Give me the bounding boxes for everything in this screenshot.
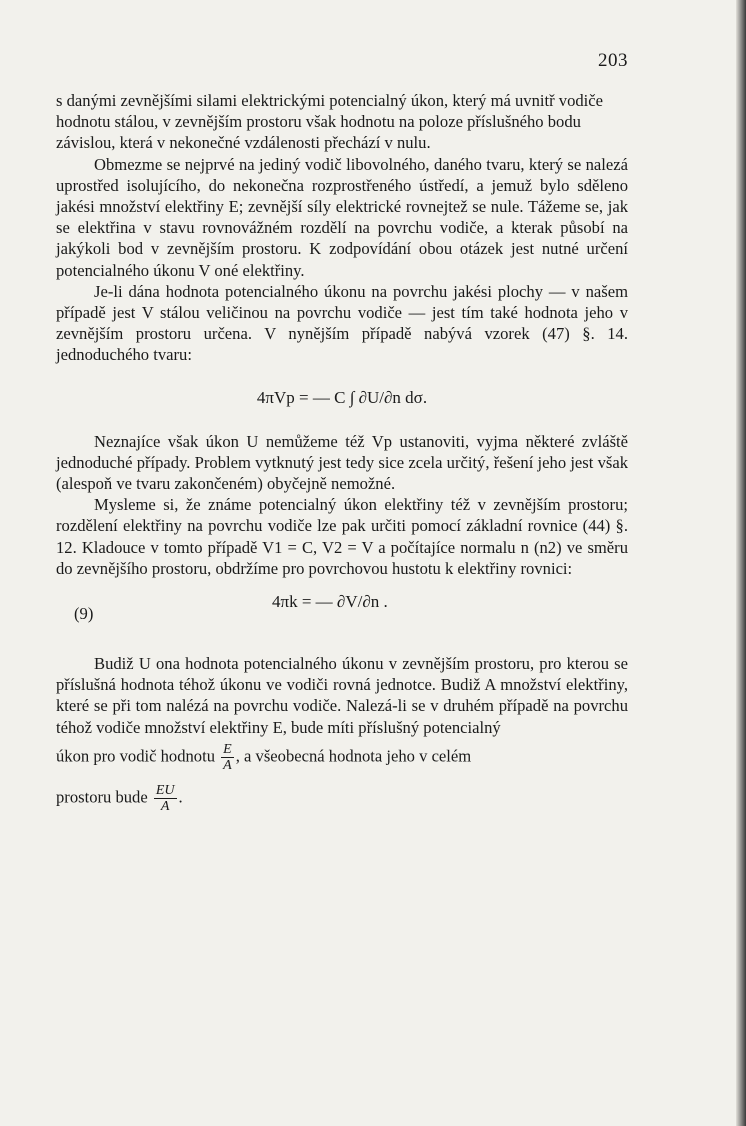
fraction-denominator: A bbox=[160, 798, 170, 814]
tail-line-1 bbox=[56, 742, 628, 773]
page-body bbox=[56, 90, 628, 814]
paragraph-1: s danými zevnějšími silami elektrickými potencialný úkon, který má uvnitř vodiče hodnotu stálou, v zevnějším prostoru však hodnotu na poloze příslušného bodu závislou, která v nekonečné vzdálenosti přechází v nulu. bbox=[56, 91, 604, 153]
fraction-e-over-a bbox=[221, 742, 234, 773]
tail-line-1-before: úkon pro vodič hodnotu bbox=[56, 746, 216, 766]
paragraph-5: Mysleme si, že známe potencialný úkon elektřiny též v zevnějším prostoru; rozdělení elektřiny na povrchu vodiče lze pak určiti pomocí základní rovnice (44) §. 12. Kladouce v tomto případě V1 = C, V2 = V a počítajíce normalu n (n2) ve směru do zevnějšího prostoru, obdržíme pro povrchovou hustotu k elektřiny rovnici: bbox=[56, 495, 628, 578]
tail-line-2-after: . bbox=[178, 787, 183, 807]
equation-9-body: 4πk = — ∂V/∂n . bbox=[272, 592, 388, 612]
equation-surface-integral: 4πVp = — C ∫ ∂U/∂n dσ. bbox=[256, 387, 428, 407]
paragraph-3: Je-li dána hodnota potencialného úkonu na povrchu jakési plochy — v našem případě jest V stálou veličinou na povrchu vodiče — jest tím také hodnota jeho v zevnějším prostoru určena. V nynějším případě nabývá vzorek (47) §. 14. jednoduchého tvaru: bbox=[56, 281, 628, 365]
paragraph-4: Neznajíce však úkon U nemůžeme též Vp ustanoviti, vyjma některé zvláště jednoduché případy. Problem vytknutý jest tedy sice zcela určitý, řešení jeho jest však (alespoň ve tvaru zakončeném) obyčejně nemožné. bbox=[56, 431, 628, 494]
page-edge-shadow bbox=[736, 0, 746, 1126]
fraction-numerator: EU bbox=[155, 782, 175, 798]
tail-line-2 bbox=[56, 783, 628, 814]
tail-line-2-before: prostoru bude bbox=[56, 787, 148, 807]
paragraph-6: Budiž U ona hodnota potencialného úkonu v zevnějším prostoru, pro kterou se příslušná hodnota téhož úkonu ve vodiči rovná jednotce. Budiž A množství elektřiny, které se při tom nalézá na povrchu vodiče. Nalezá-li se v druhém případě na povrchu téhož vodiče množství elektřiny E, bude míti příslušný potencialný bbox=[56, 654, 628, 737]
tail-line-1-after: , a všeobecná hodnota jeho v celém bbox=[235, 746, 472, 766]
fraction-eu-over-a bbox=[154, 783, 177, 814]
page-number: 203 bbox=[598, 50, 628, 71]
fraction-numerator: E bbox=[223, 741, 232, 757]
fraction-denominator: A bbox=[223, 757, 232, 773]
equation-number: (9) bbox=[74, 604, 94, 624]
paragraph-2: Obmezme se nejprvé na jediný vodič libovolného, daného tvaru, který se nalezá uprostřed isolujícího, do nekonečna rozprostřeného ústředí, a jemuž bylo sděleno jakési množství elektřiny E; zevnější síly elektrické rovnejtež se nule. Tážeme se, jak se elektřina v stavu rovnovážném rozdělí na povrchu vodiče, a kterak působí na jakýkoli bod v zevnějším prostoru. K zodpovídání obou otázek jest nutné určení potencialného úkonu V oné elektřiny. bbox=[56, 154, 628, 280]
equation-9 bbox=[56, 591, 628, 637]
